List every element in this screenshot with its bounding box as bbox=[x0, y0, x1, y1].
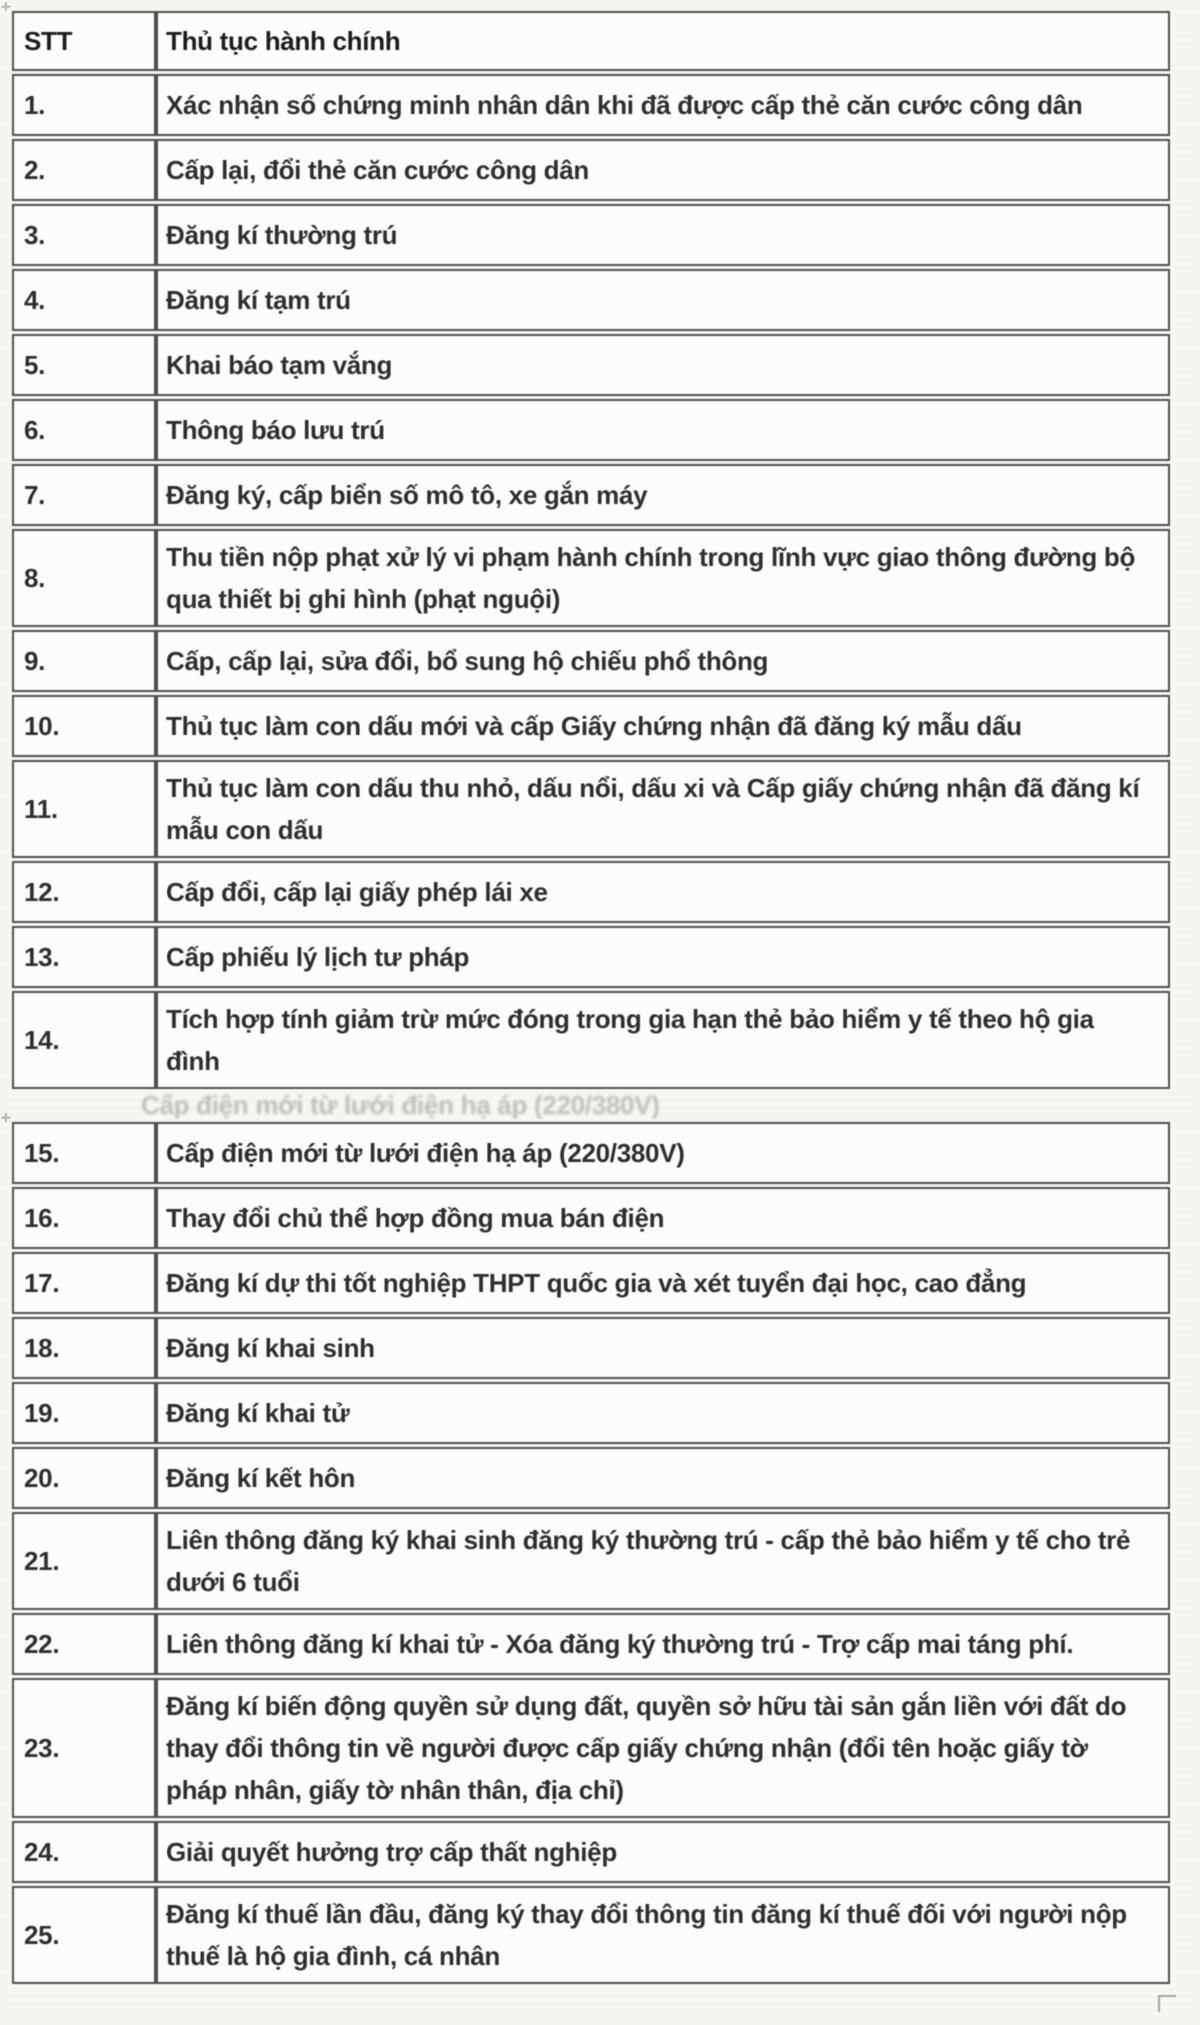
table-row bbox=[12, 74, 1170, 136]
stt-cell: 15. bbox=[12, 1122, 156, 1184]
procedure-cell: Thu tiền nộp phạt xử lý vi phạm hành chính trong lĩnh vực giao thông đường bộ qua thiết bị ghi hình (phạt nguội) bbox=[156, 529, 1170, 627]
procedure-cell: Cấp lại, đổi thẻ căn cước công dân bbox=[156, 139, 1170, 201]
table-row bbox=[12, 1382, 1170, 1444]
procedure-cell: Đăng kí khai sinh bbox=[156, 1317, 1170, 1379]
table-row bbox=[12, 861, 1170, 923]
stt-cell: 12. bbox=[12, 861, 156, 923]
stt-cell: 20. bbox=[12, 1447, 156, 1509]
stt-cell: 2. bbox=[12, 139, 156, 201]
procedure-cell: Xác nhận số chứng minh nhân dân khi đã được cấp thẻ căn cước công dân bbox=[156, 74, 1170, 136]
table-row bbox=[12, 1187, 1170, 1249]
stt-cell: 24. bbox=[12, 1821, 156, 1883]
table-row bbox=[12, 269, 1170, 331]
stt-cell: 18. bbox=[12, 1317, 156, 1379]
procedures-table-part-1 bbox=[12, 8, 1170, 1092]
stt-cell: 3. bbox=[12, 204, 156, 266]
procedure-cell: Đăng kí thường trú bbox=[156, 204, 1170, 266]
procedure-cell: Thay đổi chủ thể hợp đồng mua bán điện bbox=[156, 1187, 1170, 1249]
table-row bbox=[12, 1678, 1170, 1818]
table-row bbox=[12, 204, 1170, 266]
procedure-cell: Cấp, cấp lại, sửa đổi, bổ sung hộ chiếu phổ thông bbox=[156, 630, 1170, 692]
table-row bbox=[12, 695, 1170, 757]
table-row bbox=[12, 1821, 1170, 1883]
table-part-2-body bbox=[12, 1122, 1170, 1984]
procedure-cell: Liên thông đăng ký khai sinh đăng ký thường trú - cấp thẻ bảo hiểm y tế cho trẻ dưới 6 tuổi bbox=[156, 1512, 1170, 1610]
procedure-cell: Khai báo tạm vắng bbox=[156, 334, 1170, 396]
procedure-cell: Đăng kí tạm trú bbox=[156, 269, 1170, 331]
procedure-cell: Thông báo lưu trú bbox=[156, 399, 1170, 461]
stt-cell: 9. bbox=[12, 630, 156, 692]
procedure-cell: Cấp đổi, cấp lại giấy phép lái xe bbox=[156, 861, 1170, 923]
table-row bbox=[12, 1613, 1170, 1675]
seam-clipped-row-text: Cấp điện mới từ lưới điện hạ áp (220/380V) bbox=[141, 1092, 660, 1119]
procedure-cell: Đăng kí kết hôn bbox=[156, 1447, 1170, 1509]
stt-cell: 22. bbox=[12, 1613, 156, 1675]
table-row bbox=[12, 1317, 1170, 1379]
table-part-1-body bbox=[12, 74, 1170, 1089]
stt-cell: 21. bbox=[12, 1512, 156, 1610]
stt-cell: 17. bbox=[12, 1252, 156, 1314]
table-row bbox=[12, 760, 1170, 858]
table-row bbox=[12, 926, 1170, 988]
table-row bbox=[12, 464, 1170, 526]
table-part-1-wrapper bbox=[1, 0, 1170, 1092]
table-row bbox=[12, 1886, 1170, 1984]
stt-cell: 5. bbox=[12, 334, 156, 396]
stt-cell: 25. bbox=[12, 1886, 156, 1984]
table-row bbox=[12, 991, 1170, 1089]
procedure-cell: Tích hợp tính giảm trừ mức đóng trong gia hạn thẻ bảo hiểm y tế theo hộ gia đình bbox=[156, 991, 1170, 1089]
stt-cell: 13. bbox=[12, 926, 156, 988]
procedure-cell: Đăng kí thuế lần đầu, đăng ký thay đổi thông tin đăng kí thuế đối với người nộp thuế là hộ gia đình, cá nhân bbox=[156, 1886, 1170, 1984]
stt-cell: 14. bbox=[12, 991, 156, 1089]
stt-cell: 6. bbox=[12, 399, 156, 461]
table-row bbox=[12, 1252, 1170, 1314]
procedure-cell: Cấp phiếu lý lịch tư pháp bbox=[156, 926, 1170, 988]
table-row bbox=[12, 334, 1170, 396]
stt-cell: 11. bbox=[12, 760, 156, 858]
procedures-table-part-2 bbox=[12, 1119, 1170, 1987]
table-row bbox=[12, 630, 1170, 692]
stt-cell: 1. bbox=[12, 74, 156, 136]
procedure-cell: Đăng kí dự thi tốt nghiệp THPT quốc gia và xét tuyển đại học, cao đẳng bbox=[156, 1252, 1170, 1314]
stt-cell: 10. bbox=[12, 695, 156, 757]
table-row bbox=[12, 529, 1170, 627]
stt-cell: 4. bbox=[12, 269, 156, 331]
table-move-handle-icon: ✛ bbox=[1, 0, 12, 14]
procedure-cell: Đăng ký, cấp biển số mô tô, xe gắn máy bbox=[156, 464, 1170, 526]
stt-cell: 8. bbox=[12, 529, 156, 627]
header-row bbox=[12, 11, 1170, 71]
procedure-cell: Thủ tục làm con dấu mới và cấp Giấy chứng nhận đã đăng ký mẫu dấu bbox=[156, 695, 1170, 757]
table-move-handle-icon: ✛ bbox=[1, 1111, 12, 1125]
procedure-cell: Thủ tục làm con dấu thu nhỏ, dấu nổi, dấu xi và Cấp giấy chứng nhận đã đăng kí mẫu con dấu bbox=[156, 760, 1170, 858]
procedure-column-header: Thủ tục hành chính bbox=[156, 11, 1170, 71]
table-row bbox=[12, 399, 1170, 461]
stt-cell: 19. bbox=[12, 1382, 156, 1444]
stt-column-header: STT bbox=[12, 11, 156, 71]
table-part-2-wrapper bbox=[1, 1111, 1170, 1987]
procedure-cell: Cấp điện mới từ lưới điện hạ áp (220/380V) bbox=[156, 1122, 1170, 1184]
procedure-cell: Đăng kí khai tử bbox=[156, 1382, 1170, 1444]
stt-cell: 16. bbox=[12, 1187, 156, 1249]
table-row bbox=[12, 139, 1170, 201]
procedure-cell: Đăng kí biến động quyền sử dụng đất, quyền sở hữu tài sản gắn liền với đất do thay đổi thông tin về người được cấp giấy chứng nhận (đổi tên hoặc giấy tờ pháp nhân, giấy tờ nhân thân, địa chỉ) bbox=[156, 1678, 1170, 1818]
screenshot-seam-strip bbox=[12, 1092, 1170, 1119]
procedure-cell: Liên thông đăng kí khai tử - Xóa đăng ký thường trú - Trợ cấp mai táng phí. bbox=[156, 1613, 1170, 1675]
table-resize-handle-icon bbox=[1158, 1995, 1176, 2012]
stt-cell: 23. bbox=[12, 1678, 156, 1818]
table-row bbox=[12, 1447, 1170, 1509]
table-row bbox=[12, 1512, 1170, 1610]
procedure-cell: Giải quyết hưởng trợ cấp thất nghiệp bbox=[156, 1821, 1170, 1883]
stt-cell: 7. bbox=[12, 464, 156, 526]
table-row bbox=[12, 1122, 1170, 1184]
